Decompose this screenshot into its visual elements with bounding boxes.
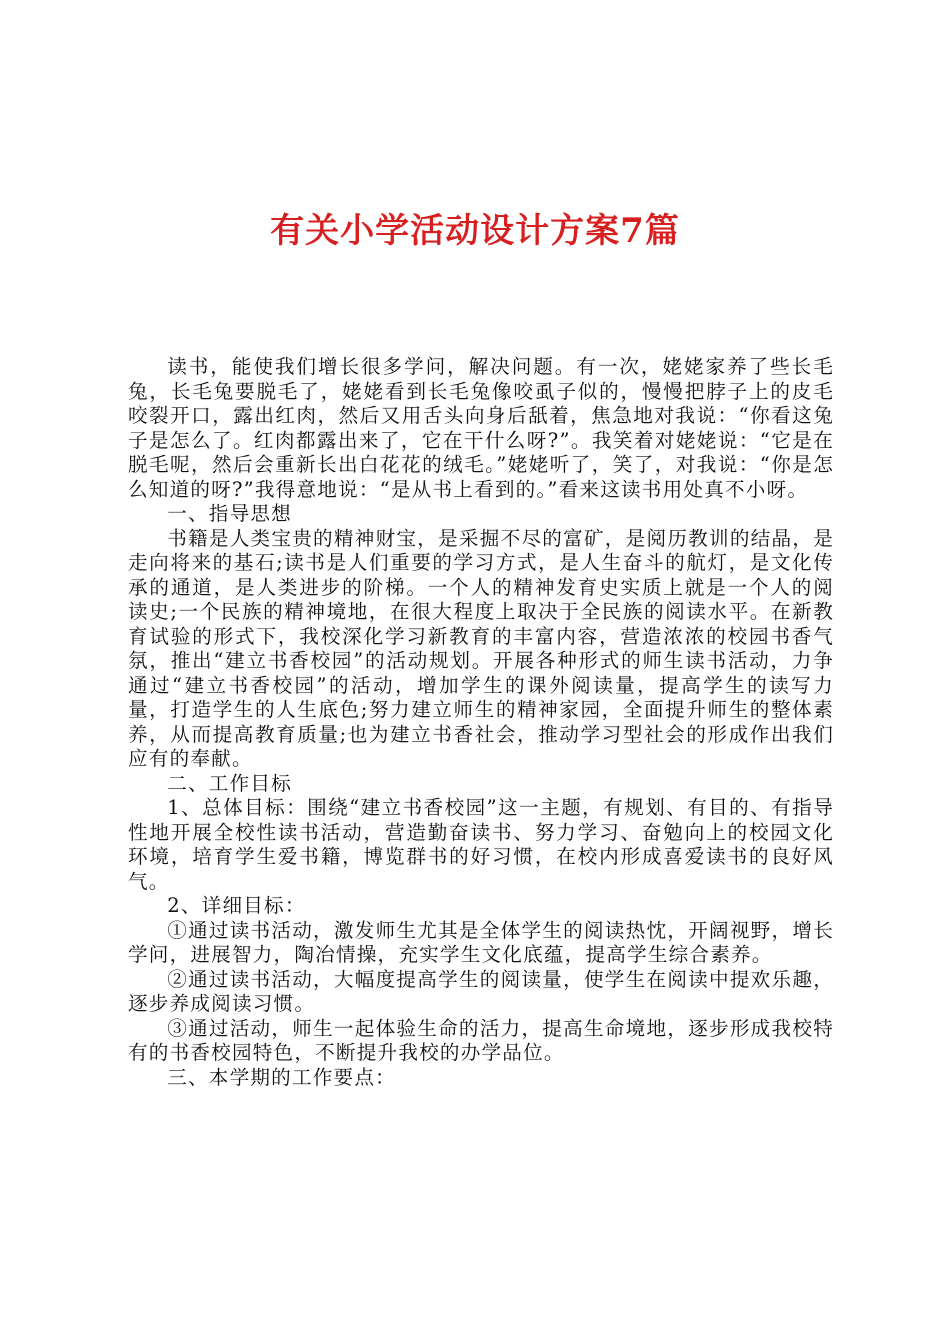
heading-semester-key-points: 三、本学期的工作要点： [167, 1065, 396, 1089]
document-title: 有关小学活动设计方案7篇 [270, 211, 680, 251]
document-body [128, 355, 834, 1090]
heading-guiding-thought: 一、指导思想 [167, 502, 292, 525]
paragraph-guiding-thought: 书籍是人类宝贵的精神财宝，是采掘不尽的富矿，是阅历教训的结晶，是走向将来的基石;读书是人们重要的学习方式，是人生奋斗的航灯，是文化传承的通道，是人类进步的阶梯。一个人的精神发育史实质上就是一个人的阅读史;一个民族的精神境地，在很大程度上取决于全民族的阅读水平。在新教育试验的形式下，我校深化学习新教育的丰富内容，营造浓浓的校园书香气氛，推出“建立书香校园”的活动规划。开展各种形式的师生读书活动，力争通过“建立书香校园”的活动，增加学生的课外阅读量，提高学生的读写力量，打造学生的人生底色;努力建立师生的精神家园，全面提升师生的整体素养，从而提高教育质量;也为建立书香社会，推动学习型社会的形成作出我们应有的奉献。 [128, 526, 834, 770]
list-item-goal-1: ①通过读书活动，激发师生尤其是全体学生的阅读热忱，开阔视野，增长学问，进展智力，陶冶情操，充实学生文化底蕴，提高学生综合素养。 [128, 918, 834, 966]
paragraph-overall-goal: 1、总体目标：围绕“建立书香校园”这一主题，有规划、有目的、有指导性地开展全校性读书活动，营造勤奋读书、努力学习、奋勉向上的校园文化环境，培育学生爱书籍，博览群书的好习惯，在校内形成喜爱读书的良好风气。 [128, 796, 834, 893]
list-item-goal-2: ②通过读书活动，大幅度提高学生的阅读量，使学生在阅读中提欢乐趣，逐步养成阅读习惯。 [128, 967, 834, 1015]
list-item-goal-3: ③通过活动，师生一起体验生命的活力，提高生命境地，逐步形成我校特有的书香校园特色，不断提升我校的办学品位。 [128, 1016, 834, 1064]
heading-detailed-goals: 2、详细目标： [167, 894, 306, 917]
heading-work-goals: 二、工作目标 [167, 771, 292, 795]
paragraph-intro: 读书，能使我们增长很多学问，解决问题。有一次，姥姥家养了些长毛兔，长毛兔要脱毛了，姥姥看到长毛兔像咬虱子似的，慢慢把脖子上的皮毛咬裂开口，露出红肉，然后又用舌头向身后舐着，焦急地对我说：“你看这兔子是怎么了。红肉都露出来了，它在干什么呀?”。我笑着对姥姥说：“它是在脱毛呢，然后会重新长出白花花的绒毛。”姥姥听了，笑了，对我说：“你是怎么知道的呀?”我得意地说：“是从书上看到的。”看来这读书用处真不小呀。 [128, 355, 834, 501]
